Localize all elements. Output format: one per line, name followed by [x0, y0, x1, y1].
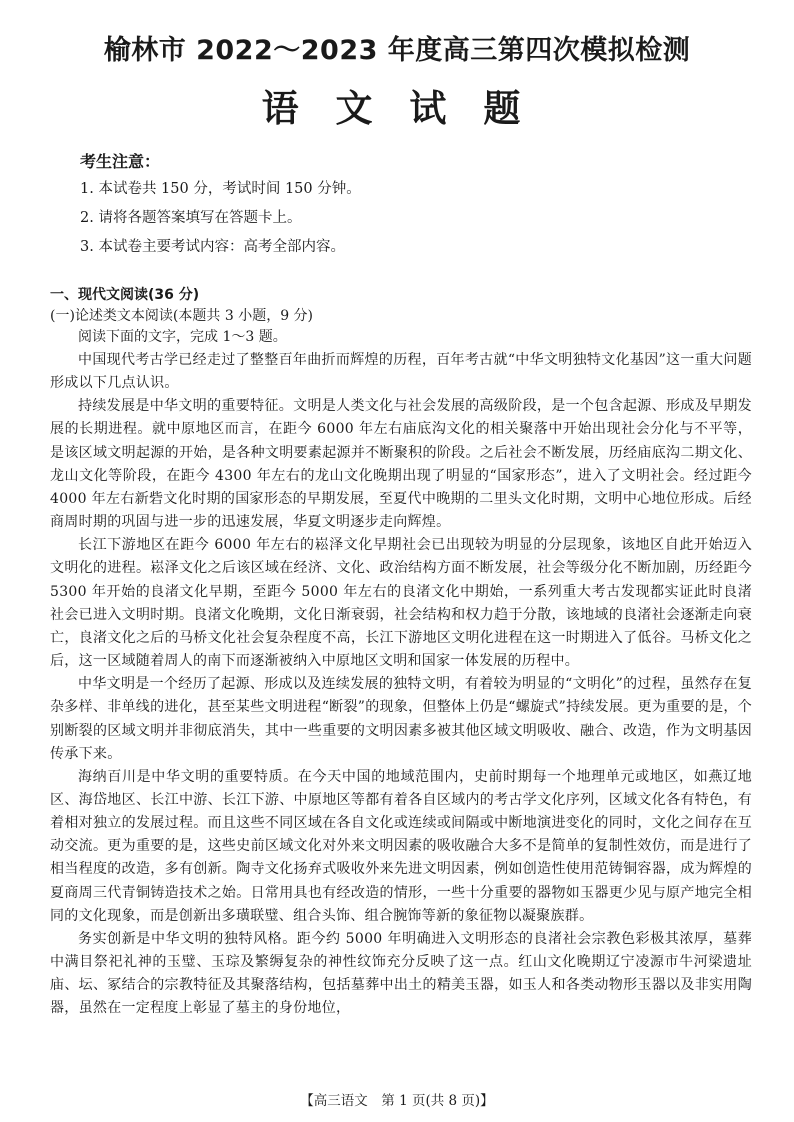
notice-item: 3. 本试卷主要考试内容：高考全部内容。 [80, 239, 345, 255]
passage-paragraph: 长江下游地区在距今 6000 年左右的崧泽文化早期社会已出现较为明显的分层现象，该地区自此开始迈入文明化的进程。崧泽文化之后该区域在经济、文化、政治结构方面不断发展，社会等级分化不断加剧，历经距今 5300 年开始的良渚文化早期，至距今 5000 年左右的良渚文化中期始，一系列重大考古发现都实证此时良渚社会已进入文明时期。良渚文化晚期，文化日渐衰弱，社会结构和权力趋于分散，该地域的良渚社会逐渐走向衰亡，良渚文化之后的马桥文化社会复杂程度不高，长江下游地区文明化进程在这一时期进入了低谷。马桥文化之后，这一区域随着周人的南下而逐渐被纳入中原地区文明和国家一体发展的历程中。 [50, 537, 752, 670]
passage-paragraph: 海纳百川是中华文明的重要特质。在今天中国的地域范围内，史前时期每一个地理单元或地区，如燕辽地区、海岱地区、长江中游、长江下游、中原地区等都有着各自区域内的考古学文化序列，区域文化各有特色，有着相对独立的发展过程。而且这些不同区域在各自文化或连续或间隔或中断地演进变化的同时，文化之间存在互动交流。更为重要的是，这些史前区域文化对外来文明因素的吸收融合大多不是简单的复制性效仿，而是进行了相当程度的改造，多有创新。陶寺文化扬弃式吸收外来先进文明因素，例如创造性使用范铸铜容器，成为辉煌的夏商周三代青铜铸造技术之始。日常用具也有经改造的情形，一些十分重要的器物如玉器更少见与原产地完全相同的文化现象，而是创新出多璜联璧、组合头饰、组合腕饰等新的象征物以凝聚族群。 [50, 768, 752, 924]
subject-title: 语 文 试 题 [261, 87, 533, 130]
section-heading: 一、现代文阅读(36 分) [50, 287, 200, 303]
passage-paragraph: 持续发展是中华文明的重要特征。文明是人类文化与社会发展的高级阶段，是一个包含起源、形成及早期发展的长期进程。就中原地区而言，在距今 6000 年左右庙底沟文化的相关聚落中开始出现社会分化与不平等，是该区域文明起源的开始，是各种文明要素起源并不断聚积的阶段。之后社会不断发展，历经庙底沟二期文化、龙山文化等阶段，在距今 4300 年左右的龙山文化晚期出现了明显的“国家形态”，进入了文明社会。经过距今 4000 年左右新砦文化时期的国家形态的早期发展，至夏代中晚期的二里头文化时期，文明中心地位形成。后经商周时期的巩固与进一步的迅速发展，华夏文明逐步走向辉煌。 [50, 398, 752, 531]
exam-title: 榆林市 2022～2023 年度高三第四次模拟检测 [103, 35, 691, 66]
notice-item: 1. 本试卷共 150 分，考试时间 150 分钟。 [80, 181, 361, 197]
section-header [50, 285, 750, 349]
subsection-heading: (一)论述类文本阅读(本题共 3 小题，9 分) [50, 308, 314, 324]
notice-item: 2. 请将各题答案填写在答题卡上。 [80, 210, 302, 226]
reading-instruction: 阅读下面的文字，完成 1～3 题。 [78, 329, 287, 346]
reading-passage [50, 349, 752, 1021]
passage-paragraph: 中国现代考古学已经走过了整整百年曲折而辉煌的历程，百年考古就“中华文明独特文化基因”这一重大问题形成以下几点认识。 [50, 352, 752, 392]
candidate-notice [80, 149, 740, 262]
passage-paragraph: 务实创新是中华文明的独特风格。距今约 5000 年明确进入文明形态的良渚社会宗教色彩极其浓厚，墓葬中满目祭祀礼神的玉璧、玉琮及繁缛复杂的神性纹饰充分反映了这一点。红山文化晚期辽宁凌源市牛河梁遗址庙、坛、冢结合的宗教特征及其聚落结构，包括墓葬中出土的精美玉器，如玉人和各类动物形玉器以及非实用陶器，虽然在一定程度上彰显了墓主的身份地位， [50, 930, 752, 1017]
passage-paragraph: 中华文明是一个经历了起源、形成以及连续发展的独特文明，有着较为明显的“文明化”的过程，虽然存在复杂多样、非单线的进化，甚至某些文明进程“断裂”的现象，但整体上仍是“螺旋式”持续发展。更为重要的是，个别断裂的区域文明并非彻底消失，其中一些重要的文明因素多被其他区域文明吸收、融合、改造，作为文明基因传承下来。 [50, 676, 752, 762]
notice-heading: 考生注意： [80, 152, 161, 171]
page-footer: 【高三语文 第 1 页(共 8 页)】 [300, 1093, 494, 1109]
